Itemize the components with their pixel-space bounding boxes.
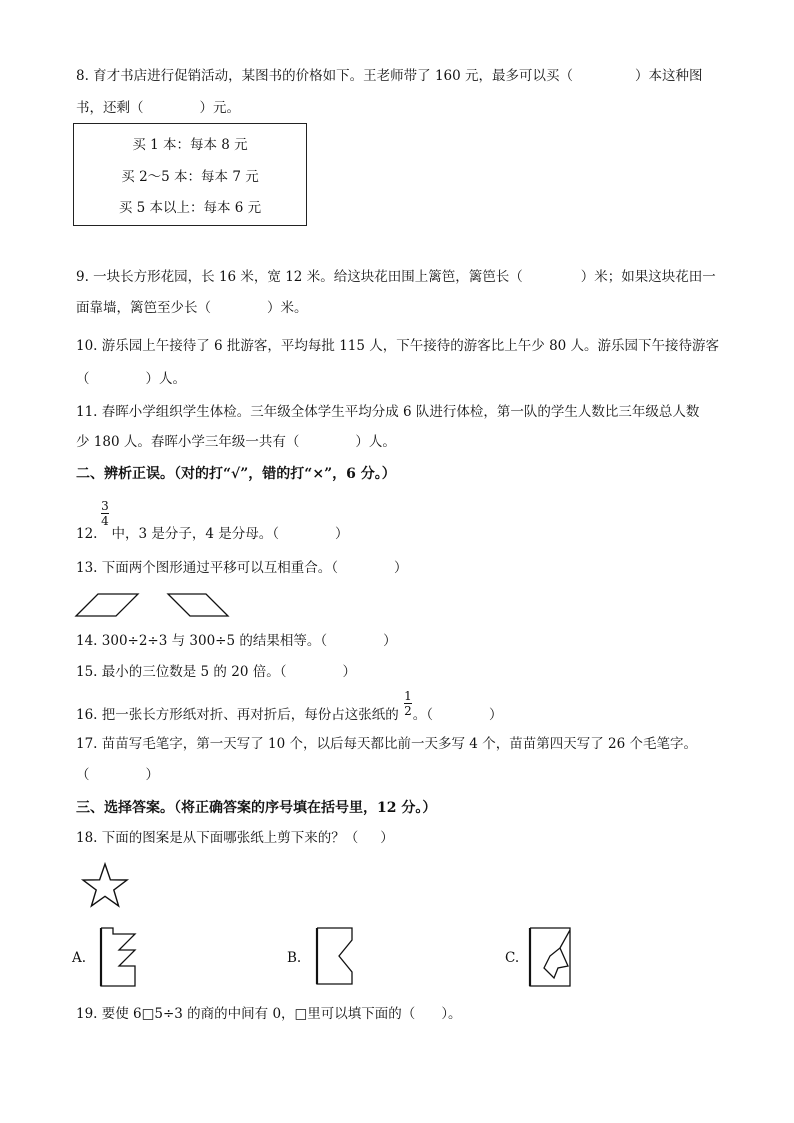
q14-text-end: ） [383,633,397,649]
q11-line1 [76,403,699,421]
q11-text2: 少 180 人。春晖小学三年级一共有（ [76,434,300,450]
q19-text-end: ）。 [441,1006,462,1022]
q12-line [76,525,349,543]
fraction-denominator: 2 [404,704,412,718]
q9-text2: 面靠墙，篱笆至少长（ [76,300,211,316]
q8-text-end: ）本这种图 [635,68,703,84]
q11-text2-end: ）人。 [355,434,396,450]
q12-text-end: ） [335,526,349,542]
q14-line [76,632,397,650]
q9-line1 [76,268,716,286]
price-row-2: 买 2～5 本：每本 7 元 [121,169,259,185]
q16-text-end: ） [489,707,503,723]
q12-text: 中，3 是分子，4 是分母。（ [111,526,279,542]
q14-text: 14. 300÷2÷3 与 300÷5 的结果相等。（ [76,633,328,649]
star-icon [82,863,128,909]
q16-text2: 。（ [412,707,434,723]
q8-text2-end: ）元。 [199,100,240,116]
q10-line2 [76,370,186,388]
q9-text: 9. 一块长方形花园，长 16 米，宽 12 米。给这块花田围上篱笆，篱笆长（ [76,269,523,285]
q13-text: 13. 下面两个图形通过平移可以互相重合。（ [76,560,339,576]
q10-text: 10. 游乐园上午接待了 6 批游客，平均每批 115 人，下午接待的游客比上午少 80 人。游乐园下午接待游客 [76,338,720,354]
option-b-label[interactable]: B. [287,950,302,966]
q9-text-end: ）米；如果这块花田一 [580,269,716,285]
q12-fraction [101,500,109,527]
option-b-paper[interactable] [317,928,357,988]
option-a-paper[interactable] [101,928,141,988]
q9-text2-end: ）米。 [267,300,308,316]
q16-fraction [404,690,412,717]
q8-text: 8. 育才书店进行促销活动，某图书的价格如下。王老师带了 160 元，最多可以买（ [76,68,574,84]
q13-line [76,559,408,577]
q18-line [76,829,394,847]
q13-text-end: ） [394,560,408,576]
q12-number: 12. [76,526,98,542]
q9-line2 [76,299,308,317]
q17-text: 17. 苗苗写毛笔字，第一天写了 10 个，以后每天都比前一天多写 4 个，苗苗第四天写了 26 个毛笔字。 [76,736,697,752]
price-row-1: 买 1 本：每本 8 元 [132,137,248,153]
q15-text-end: ） [342,664,356,680]
section-3-heading: 三、选择答案。（将正确答案的序号填在括号里，12 分。） [76,800,437,816]
q15-text: 15. 最小的三位数是 5 的 20 倍。（ [76,664,287,680]
q16-text: 16. 把一张长方形纸对折、再对折后，每份占这张纸的 [76,707,399,723]
option-a-label[interactable]: A. [72,950,87,966]
option-c-label[interactable]: C. [505,950,520,966]
q10-line1 [76,337,719,355]
q17-line1 [76,735,697,753]
q10-text2: （ [76,371,90,387]
q11-line2 [76,433,396,451]
q16-line [76,706,503,724]
q19-text: 19. 要使 6□5÷3 的商的中间有 0，□里可以填下面的（ [76,1006,416,1022]
section-2-heading: 二、辨析正误。（对的打“√”，错的打“×”，6 分。） [76,466,396,482]
q11-text: 11. 春晖小学组织学生体检。三年级全体学生平均分成 6 队进行体检，第一队的学生人数比三年级总人数 [76,404,700,420]
q17-text2: （ [76,767,90,783]
q8-text2: 书，还剩（ [76,100,144,116]
price-table [73,123,307,226]
q19-line [76,1005,462,1023]
q18-text-end: ） [380,830,394,846]
fraction-numerator: 3 [101,499,109,513]
fraction-denominator: 4 [101,514,109,528]
q8-line2 [76,99,240,117]
q15-line [76,663,356,681]
fraction-numerator: 1 [404,689,412,703]
option-c-paper[interactable] [530,928,574,988]
q8-line1 [76,67,703,85]
parallelogram-right [168,594,228,616]
q10-text2-end: ）人。 [145,371,186,387]
q17-text2-end: ） [145,767,159,783]
price-row-3: 买 5 本以上：每本 6 元 [118,200,262,216]
parallelogram-left [76,594,138,616]
q17-line2 [76,766,159,784]
q18-text: 18. 下面的图案是从下面哪张纸上剪下来的？（ [76,830,359,846]
parallelogram-shapes [76,592,236,618]
